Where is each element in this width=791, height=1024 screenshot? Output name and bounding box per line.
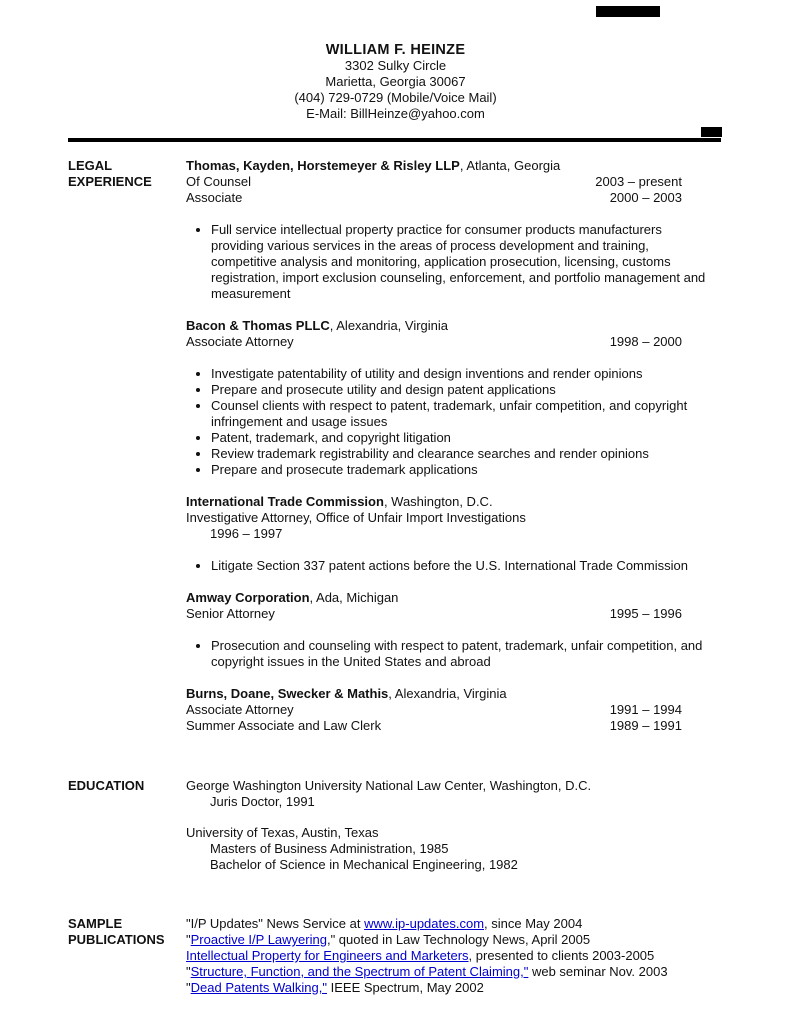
- publication-suffix: web seminar Nov. 2003: [528, 964, 668, 979]
- bullet-item: • Patent, trademark, and copyright litigation: [211, 430, 712, 446]
- bullet-list: [186, 558, 712, 574]
- resume-body: [0, 142, 791, 996]
- employer-location: , Alexandria, Virginia: [329, 318, 449, 333]
- section-education: [68, 778, 791, 888]
- role-title: Associate: [186, 190, 243, 205]
- publications-content: [186, 916, 791, 996]
- role-title: Investigative Attorney, Office of Unfair Import Investigations: [186, 510, 526, 525]
- bullet-item: • Full service intellectual property practice for consumer products manufacturers providing various services in the areas of process development and training, competitive analysis and monitoring, application prosecution, licensing, customs registration, import exclusion counseling, enforcement, and portfolio management and measurement: [211, 222, 712, 302]
- education-label: [68, 778, 186, 888]
- contact-header: [0, 0, 791, 122]
- employer-location: , Washington, D.C.: [383, 494, 493, 509]
- label-line-1: SAMPLE: [68, 916, 123, 931]
- institution-line: University of Texas, Austin, Texas: [186, 825, 379, 840]
- section-legal-experience: [68, 158, 791, 750]
- bullet-list: [186, 222, 712, 302]
- degree-line: Juris Doctor, 1991: [210, 794, 315, 809]
- role-title: Senior Attorney: [186, 606, 275, 621]
- role-row: [186, 606, 712, 622]
- role-title: Associate Attorney: [186, 702, 294, 717]
- person-name: WILLIAM F. HEINZE: [325, 42, 466, 58]
- employer-location: , Ada, Michigan: [309, 590, 399, 605]
- bullet-item: • Prepare and prosecute trademark applications: [211, 462, 712, 478]
- job-entry: [186, 686, 712, 734]
- employer-line: [186, 494, 712, 510]
- publication-suffix: , since May 2004: [484, 916, 583, 931]
- publication-link[interactable]: www.ip-updates.com: [364, 916, 485, 931]
- role-sub-dates: 1996 – 1997: [210, 526, 283, 541]
- degree-line: Masters of Business Administration, 1985: [210, 841, 449, 856]
- institution-line: George Washington University National Law Center, Washington, D.C.: [186, 778, 592, 793]
- publication-item: [186, 948, 712, 964]
- address-line-2: Marietta, Georgia 30067: [325, 74, 466, 89]
- job-entry: [186, 318, 712, 478]
- scan-artifact-rule: [701, 127, 722, 137]
- school-entry: [186, 825, 712, 873]
- role-row: [186, 174, 712, 190]
- role-row: [186, 702, 712, 718]
- role-dates: 1991 – 1994: [609, 702, 682, 717]
- employer-name: Bacon & Thomas PLLC: [186, 318, 330, 333]
- employer-location: , Alexandria, Virginia: [388, 686, 507, 701]
- bullet-list: [186, 638, 712, 670]
- role-dates: 1995 – 1996: [609, 606, 682, 621]
- label-line-1: EDUCATION: [68, 778, 145, 793]
- publication-link[interactable]: Dead Patents Walking,": [190, 980, 327, 995]
- phone-line: (404) 729-0729 (Mobile/Voice Mail): [294, 90, 497, 105]
- role-row: [186, 334, 712, 350]
- label-line-1: LEGAL: [68, 158, 113, 173]
- employer-line: [186, 590, 712, 606]
- role-row: [186, 718, 712, 734]
- legal-experience-content: [186, 158, 791, 750]
- employer-name: Amway Corporation: [186, 590, 310, 605]
- school-entry: [186, 778, 712, 810]
- employer-line: [186, 318, 712, 334]
- role-title: Summer Associate and Law Clerk: [186, 718, 382, 733]
- employer-line: [186, 686, 712, 702]
- employer-name: Thomas, Kayden, Horstemeyer & Risley LLP: [186, 158, 460, 173]
- employer-line: [186, 158, 712, 174]
- publication-prefix: ": [186, 932, 191, 947]
- publication-item: [186, 932, 712, 948]
- role-dates: 2003 – present: [595, 174, 682, 189]
- role-row: [186, 190, 712, 206]
- publication-prefix: ": [186, 980, 191, 995]
- employer-name: International Trade Commission: [186, 494, 384, 509]
- scan-artifact-top: [596, 6, 660, 17]
- label-line-2: EXPERIENCE: [68, 174, 152, 189]
- publication-suffix: ," quoted in Law Technology News, April 2005: [326, 932, 591, 947]
- bullet-item: • Prepare and prosecute utility and design patent applications: [211, 382, 712, 398]
- publication-item: [186, 980, 712, 996]
- role-dates: 1989 – 1991: [609, 718, 682, 733]
- publication-item: [186, 964, 712, 980]
- address-line-1: 3302 Sulky Circle: [344, 58, 447, 73]
- bullet-item: • Investigate patentability of utility and design inventions and render opinions: [211, 366, 712, 382]
- section-sample-publications: [68, 916, 791, 996]
- role-title: Of Counsel: [186, 174, 252, 189]
- legal-experience-label: [68, 158, 186, 750]
- publication-item: [186, 916, 712, 932]
- job-entry: [186, 158, 712, 302]
- role-dates: 2000 – 2003: [609, 190, 682, 205]
- role-row: [186, 510, 712, 526]
- publication-link[interactable]: Structure, Function, and the Spectrum of Patent Claiming,": [190, 964, 529, 979]
- label-line-2: PUBLICATIONS: [68, 932, 165, 947]
- publication-prefix: "I/P Updates" News Service at: [186, 916, 365, 931]
- bullet-item: • Review trademark registrability and clearance searches and render opinions: [211, 446, 712, 462]
- publication-suffix: IEEE Spectrum, May 2002: [327, 980, 484, 995]
- role-title: Associate Attorney: [186, 334, 294, 349]
- education-content: [186, 778, 791, 888]
- job-entry: [186, 494, 712, 574]
- job-entry: [186, 590, 712, 670]
- bullet-item: • Litigate Section 337 patent actions before the U.S. International Trade Commission: [211, 558, 712, 574]
- role-dates: 1998 – 2000: [609, 334, 682, 349]
- publication-prefix: ": [186, 964, 191, 979]
- email-line: E-Mail: BillHeinze@yahoo.com: [306, 106, 485, 121]
- degree-line: Bachelor of Science in Mechanical Engineering, 1982: [210, 857, 518, 872]
- publication-link[interactable]: Intellectual Property for Engineers and Marketers: [186, 948, 469, 963]
- bullet-item: • Prosecution and counseling with respect to patent, trademark, unfair competition, and copyright issues in the United States and abroad: [211, 638, 712, 670]
- bullet-item: • Counsel clients with respect to patent, trademark, unfair competition, and copyright infringement and usage issues: [211, 398, 712, 430]
- employer-name: Burns, Doane, Swecker & Mathis: [186, 686, 389, 701]
- sample-publications-label: [68, 916, 186, 996]
- bullet-list: [186, 366, 712, 478]
- publication-suffix: , presented to clients 2003-2005: [468, 948, 655, 963]
- employer-location: , Atlanta, Georgia: [459, 158, 561, 173]
- publication-link[interactable]: Proactive I/P Lawyering: [190, 932, 327, 947]
